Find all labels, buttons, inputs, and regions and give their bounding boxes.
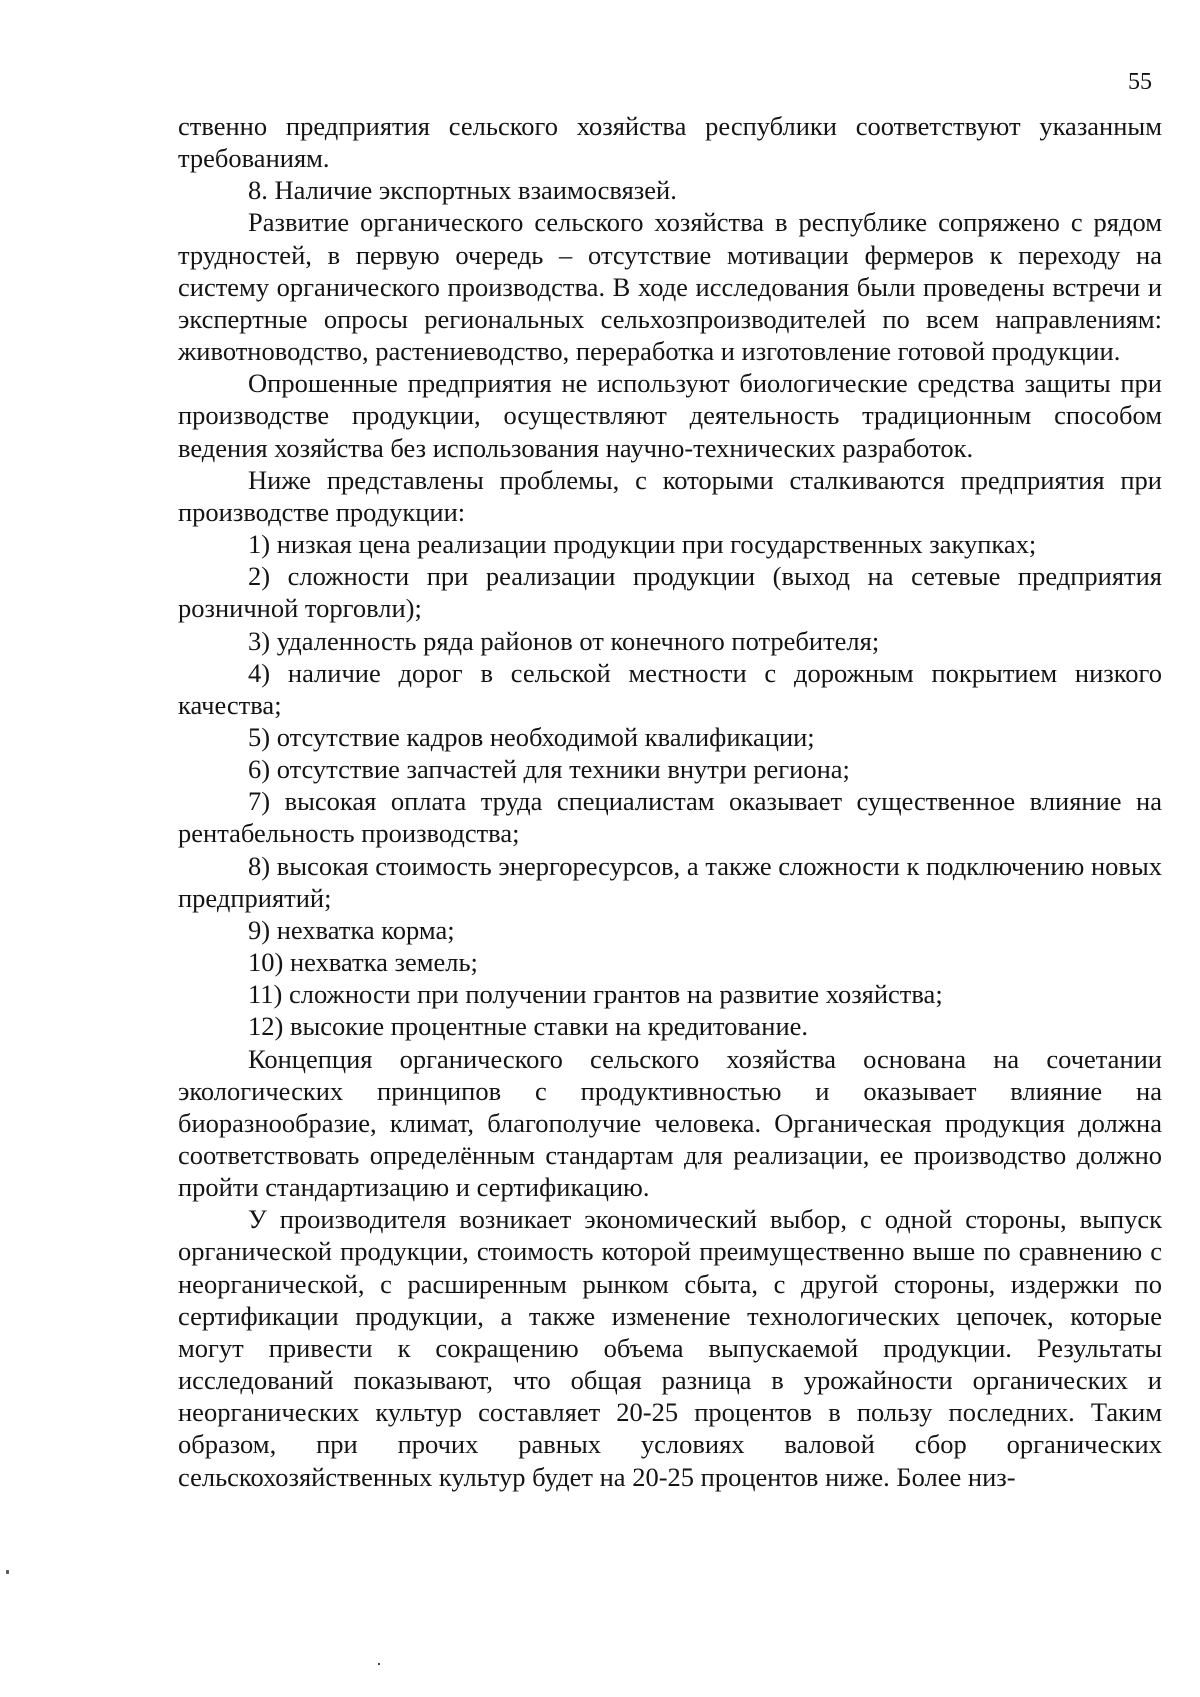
paragraph: ственно предприятия сельского хозяйства республики соответствуют указанным требованиям.: [178, 111, 1162, 174]
paragraph: Опрошенные предприятия не используют биологические средства защиты при производстве продукции, осуществляют деятельность традиционным способом ведения хозяйства без использования научно-технических разработок.: [178, 368, 1162, 463]
scan-speck: [378, 1663, 380, 1665]
list-item: 2) сложности при реализации продукции (выход на сетевые предприятия розничной торговли);: [178, 561, 1162, 624]
scan-speck: [6, 1570, 9, 1574]
list-item: 7) высокая оплата труда специалистам оказывает существенное влияние на рентабельность производства;: [178, 786, 1162, 849]
paragraph: Концепция органического сельского хозяйства основана на сочетании экологических принципов с продуктивностью и оказывает влияние на биоразнообразие, климат, благополучие человека. Органическая продукция должна соответствовать определённым стандартам для реализации, ее производство должно пройти стандартизацию и сертификацию.: [178, 1043, 1162, 1203]
list-heading: 8. Наличие экспортных взаимосвязей.: [248, 175, 677, 206]
list-item: 1) низкая цена реализации продукции при государственных закупках;: [248, 529, 1037, 560]
page-number: 55: [1128, 69, 1152, 95]
list-item: 11) сложности при получении грантов на развитие хозяйства;: [248, 979, 943, 1010]
document-body: [178, 110, 1162, 1493]
paragraph: У производителя возникает экономический выбор, с одной стороны, выпуск органической продукции, стоимость которой преимущественно выше по сравнению с неорганической, с расширенным рынком сбыта, с другой стороны, издержки по сертификации продукции, а также изменение технологических цепочек, которые могут привести к сокращению объема выпускаемой продукции. Результаты исследований показывают, что общая разница в урожайности органических и неорганических культур составляет 20-25 процентов в пользу последних. Таким образом, при прочих равных условиях валовой сбор органических сельскохозяйственных культур будет на 20-25 процентов ниже. Более низ-: [178, 1204, 1162, 1492]
list-item: 8) высокая стоимость энергоресурсов, а также сложности к подключению новых предприятий;: [178, 850, 1162, 913]
list-item: 5) отсутствие кадров необходимой квалификации;: [248, 721, 815, 752]
list-item: 9) нехватка корма;: [248, 914, 455, 945]
paragraph: Ниже представлены проблемы, с которыми сталкиваются предприятия при производстве продукции:: [178, 464, 1162, 527]
list-item: 10) нехватка земель;: [248, 947, 478, 978]
list-item: 4) наличие дорог в сельской местности с дорожным покрытием низкого качества;: [178, 657, 1162, 720]
list-item: 3) удаленность ряда районов от конечного потребителя;: [248, 625, 880, 656]
paragraph: Развитие органического сельского хозяйства в республике сопряжено с рядом трудностей, в первую очередь – отсутствие мотивации фермеров к переходу на систему органического производства. В ходе исследования были проведены встречи и экспертные опросы региональных сельхозпроизводителей по всем направлениям: животноводство, растениеводство, переработка и изготовление готовой продукции.: [178, 207, 1162, 367]
list-item: 6) отсутствие запчастей для техники внутри региона;: [248, 754, 850, 785]
list-item: 12) высокие процентные ставки на кредитование.: [248, 1011, 809, 1042]
